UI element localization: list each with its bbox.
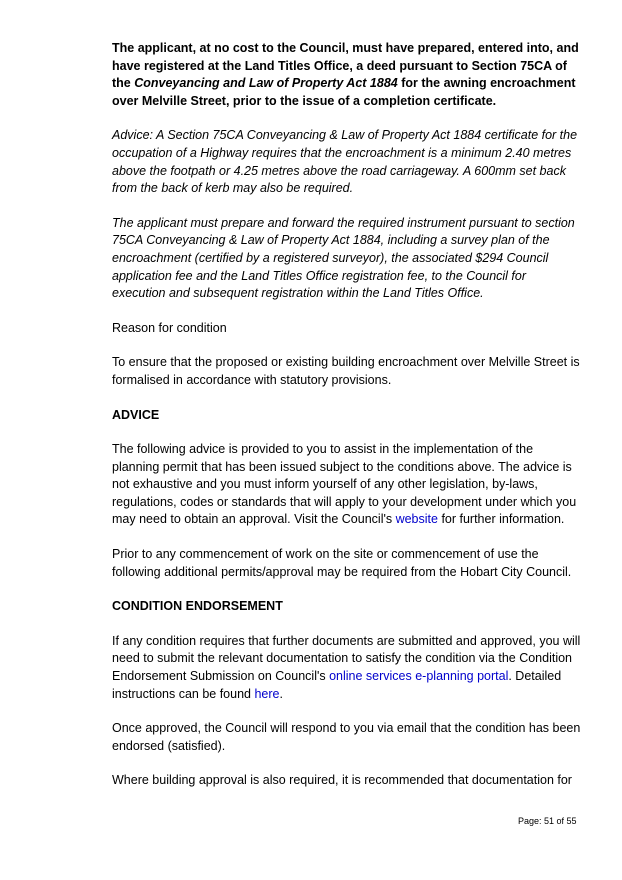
reason-label: Reason for condition [112, 320, 227, 335]
deed-requirement-paragraph [112, 40, 582, 110]
page-number: Page: 51 of 55 [518, 816, 577, 826]
instructions-here-link[interactable]: here [254, 686, 280, 701]
permits-paragraph: Prior to any commencement of work on the site or commencement of use the following additional permits/approval may be required from the Hobart City Council. [112, 547, 572, 579]
endorsement-text-end: . [279, 686, 283, 701]
approval-email-paragraph: Once approved, the Council will respond to you via email that the condition has been endorsed (satisfied). [112, 721, 581, 753]
endorsement-paragraph [112, 633, 582, 703]
condition-endorsement-heading: CONDITION ENDORSEMENT [112, 599, 283, 614]
advice-info-text: The following advice is provided to you to assist in the implementation of the planning permit that has been issued subject to the conditions above. The advice is not exhaustive and you must inform yourself of any other legislation, by-laws, regulations, codes or standards that will apply to your development under which you may need to obtain an approval. Visit the Council's [112, 442, 577, 527]
deed-text-start: The applicant, at no cost to the Council, must have prepared, entered into, and have registered at the Land Titles Office, a deed pursuant to Section 75CA of the [112, 41, 579, 91]
deed-text-end: for the awning encroachment over Melville Street, prior to the issue of a completion certificate. [112, 76, 576, 108]
reason-paragraph: To ensure that the proposed or existing building encroachment over Melville Street is formalised in accordance with statutory provisions. [112, 355, 580, 387]
advice-info-paragraph [112, 441, 582, 529]
advice-paragraph: Advice: A Section 75CA Conveyancing & Law of Property Act 1884 certificate for the occupation of a Highway requires that the encroachment is a minimum 2.40 metres above the footpath or 4.25 metres above the road carriageway. A 600mm set back from the back of kerb may also be required. [112, 128, 578, 196]
instrument-paragraph: The applicant must prepare and forward the required instrument pursuant to section 75CA Conveyancing & Law of Property Act 1884, including a survey plan of the encroachment (certified by a registered surveyor), the associated $294 Council application fee and the Land Titles Office registration fee, to the Council for execution and subsequent registration within the Land Titles Office. [112, 215, 575, 301]
document-body [112, 40, 582, 807]
advice-info-end: for further information. [437, 512, 565, 527]
act-title: Conveyancing and Law of Property Act 1884 [134, 76, 398, 91]
advice-heading: ADVICE [112, 407, 160, 422]
eplanning-portal-link[interactable]: online services e-planning portal [329, 669, 509, 684]
building-approval-paragraph: Where building approval is also required, it is recommended that documentation for [112, 773, 572, 788]
endorsement-text-mid: . Detailed instructions can be found [112, 669, 562, 701]
website-link[interactable]: website [395, 512, 438, 527]
endorsement-text: If any condition requires that further documents are submitted and approved, you will need to submit the relevant documentation to satisfy the condition via the Condition Endorsement Submission on Council's [112, 633, 581, 684]
